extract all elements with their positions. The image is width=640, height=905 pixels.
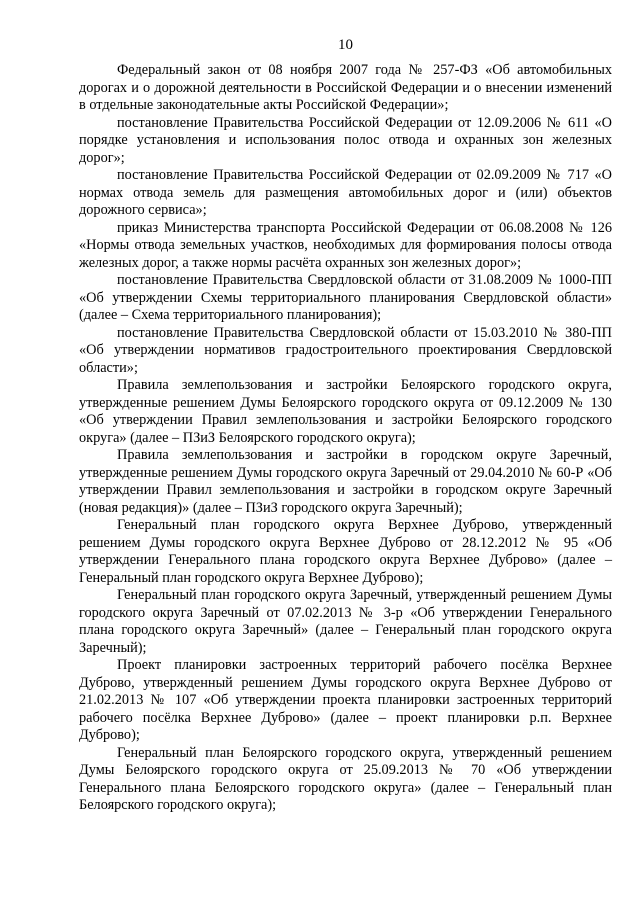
paragraph-decree-717: постановление Правительства Российской Федерации от 02.09.2009 № 717 «О нормах отвода земель для размещения автомобильных дорог и (или) объектов дорожного сервиса»; [79, 167, 612, 218]
paragraph-order-126: приказ Министерства транспорта Российской Федерации от 06.08.2008 № 126 «Нормы отвода земельных участков, необходимых для формирования полосы отвода железных дорог, а также нормы расчёта охранных зон железных дорог»; [79, 219, 612, 271]
document-page [79, 36, 612, 815]
page-number: 10 [338, 37, 353, 53]
paragraph-general-plan-verkhnee-dubrovo: Генеральный план городского округа Верхнее Дуброво, утвержденный решением Думы городского округа Верхнее Дуброво от 28.12.2012 № 95 «Об утверждении Генерального плана городского округа Верхнее Дуброво» (далее – Генеральный план городского округа Верхнее Дуброво); [79, 517, 612, 586]
paragraph-general-plan-beloyarsky: Генеральный план Белоярского городского округа, утвержденный решением Думы Белоярского городского округа от 25.09.2013 № 70 «Об утверждении Генерального плана Белоярского городского округа» (далее – Генеральный план Белоярского городского округа); [79, 744, 612, 813]
paragraph-decree-380-pp: постановление Правительства Свердловской области от 15.03.2010 № 380-ПП «Об утверждении нормативов градостроительного проектирования Свердловской области»; [79, 324, 612, 376]
paragraph-decree-611: постановление Правительства Российской Федерации от 12.09.2006 № 611 «О порядке установления и использования полос отвода и охранных зон железных дорог»; [79, 114, 612, 166]
paragraph-rules-zarechny: Правила землепользования и застройки в городском округе Заречный, утвержденные решением Думы городского округа Заречный от 29.04.2010 № 60-Р «Об утверждении Правил землепользования и застройки в городском округе Заречный (новая редакция)» (далее – ПЗиЗ городского округа Заречный); [79, 447, 612, 516]
paragraph-rules-beloyarsky: Правила землепользования и застройки Белоярского городского округа, утвержденные решением Думы Белоярского городского округа от 09.12.2009 № 130 «Об утверждении Правил землепользования и застройки Белоярского городского округа» (далее – ПЗиЗ Белоярского городского округа); [79, 377, 612, 446]
paragraph-federal-law-257: Федеральный закон от 08 ноября 2007 года № 257-ФЗ «Об автомобильных дорогах и о дорожной деятельности в Российской Федерации и о внесении изменений в отдельные законодательные акты Российской Федерации»; [79, 62, 612, 113]
paragraph-general-plan-zarechny: Генеральный план городского округа Заречный, утвержденный решением Думы городского округа Заречный от 07.02.2013 № 3-р «Об утверждении Генерального плана городского округа Заречный» (далее – Генеральный план городского округа Заречный); [79, 587, 612, 656]
paragraph-planning-project-dubrovo: Проект планировки застроенных территорий рабочего посёлка Верхнее Дуброво, утвержденный решением Думы городского округа Верхнее Дуброво от 21.02.2013 № 107 «Об утверждении проекта планировки застроенных территорий рабочего посёлка Верхнее Дуброво» (далее – проект планировки р.п. Верхнее Дуброво); [79, 657, 612, 743]
paragraph-decree-1000-pp: постановление Правительства Свердловской области от 31.08.2009 № 1000-ПП «Об утверждении Схемы территориального планирования Свердловской области» (далее – Схема территориального планирования); [79, 272, 612, 323]
